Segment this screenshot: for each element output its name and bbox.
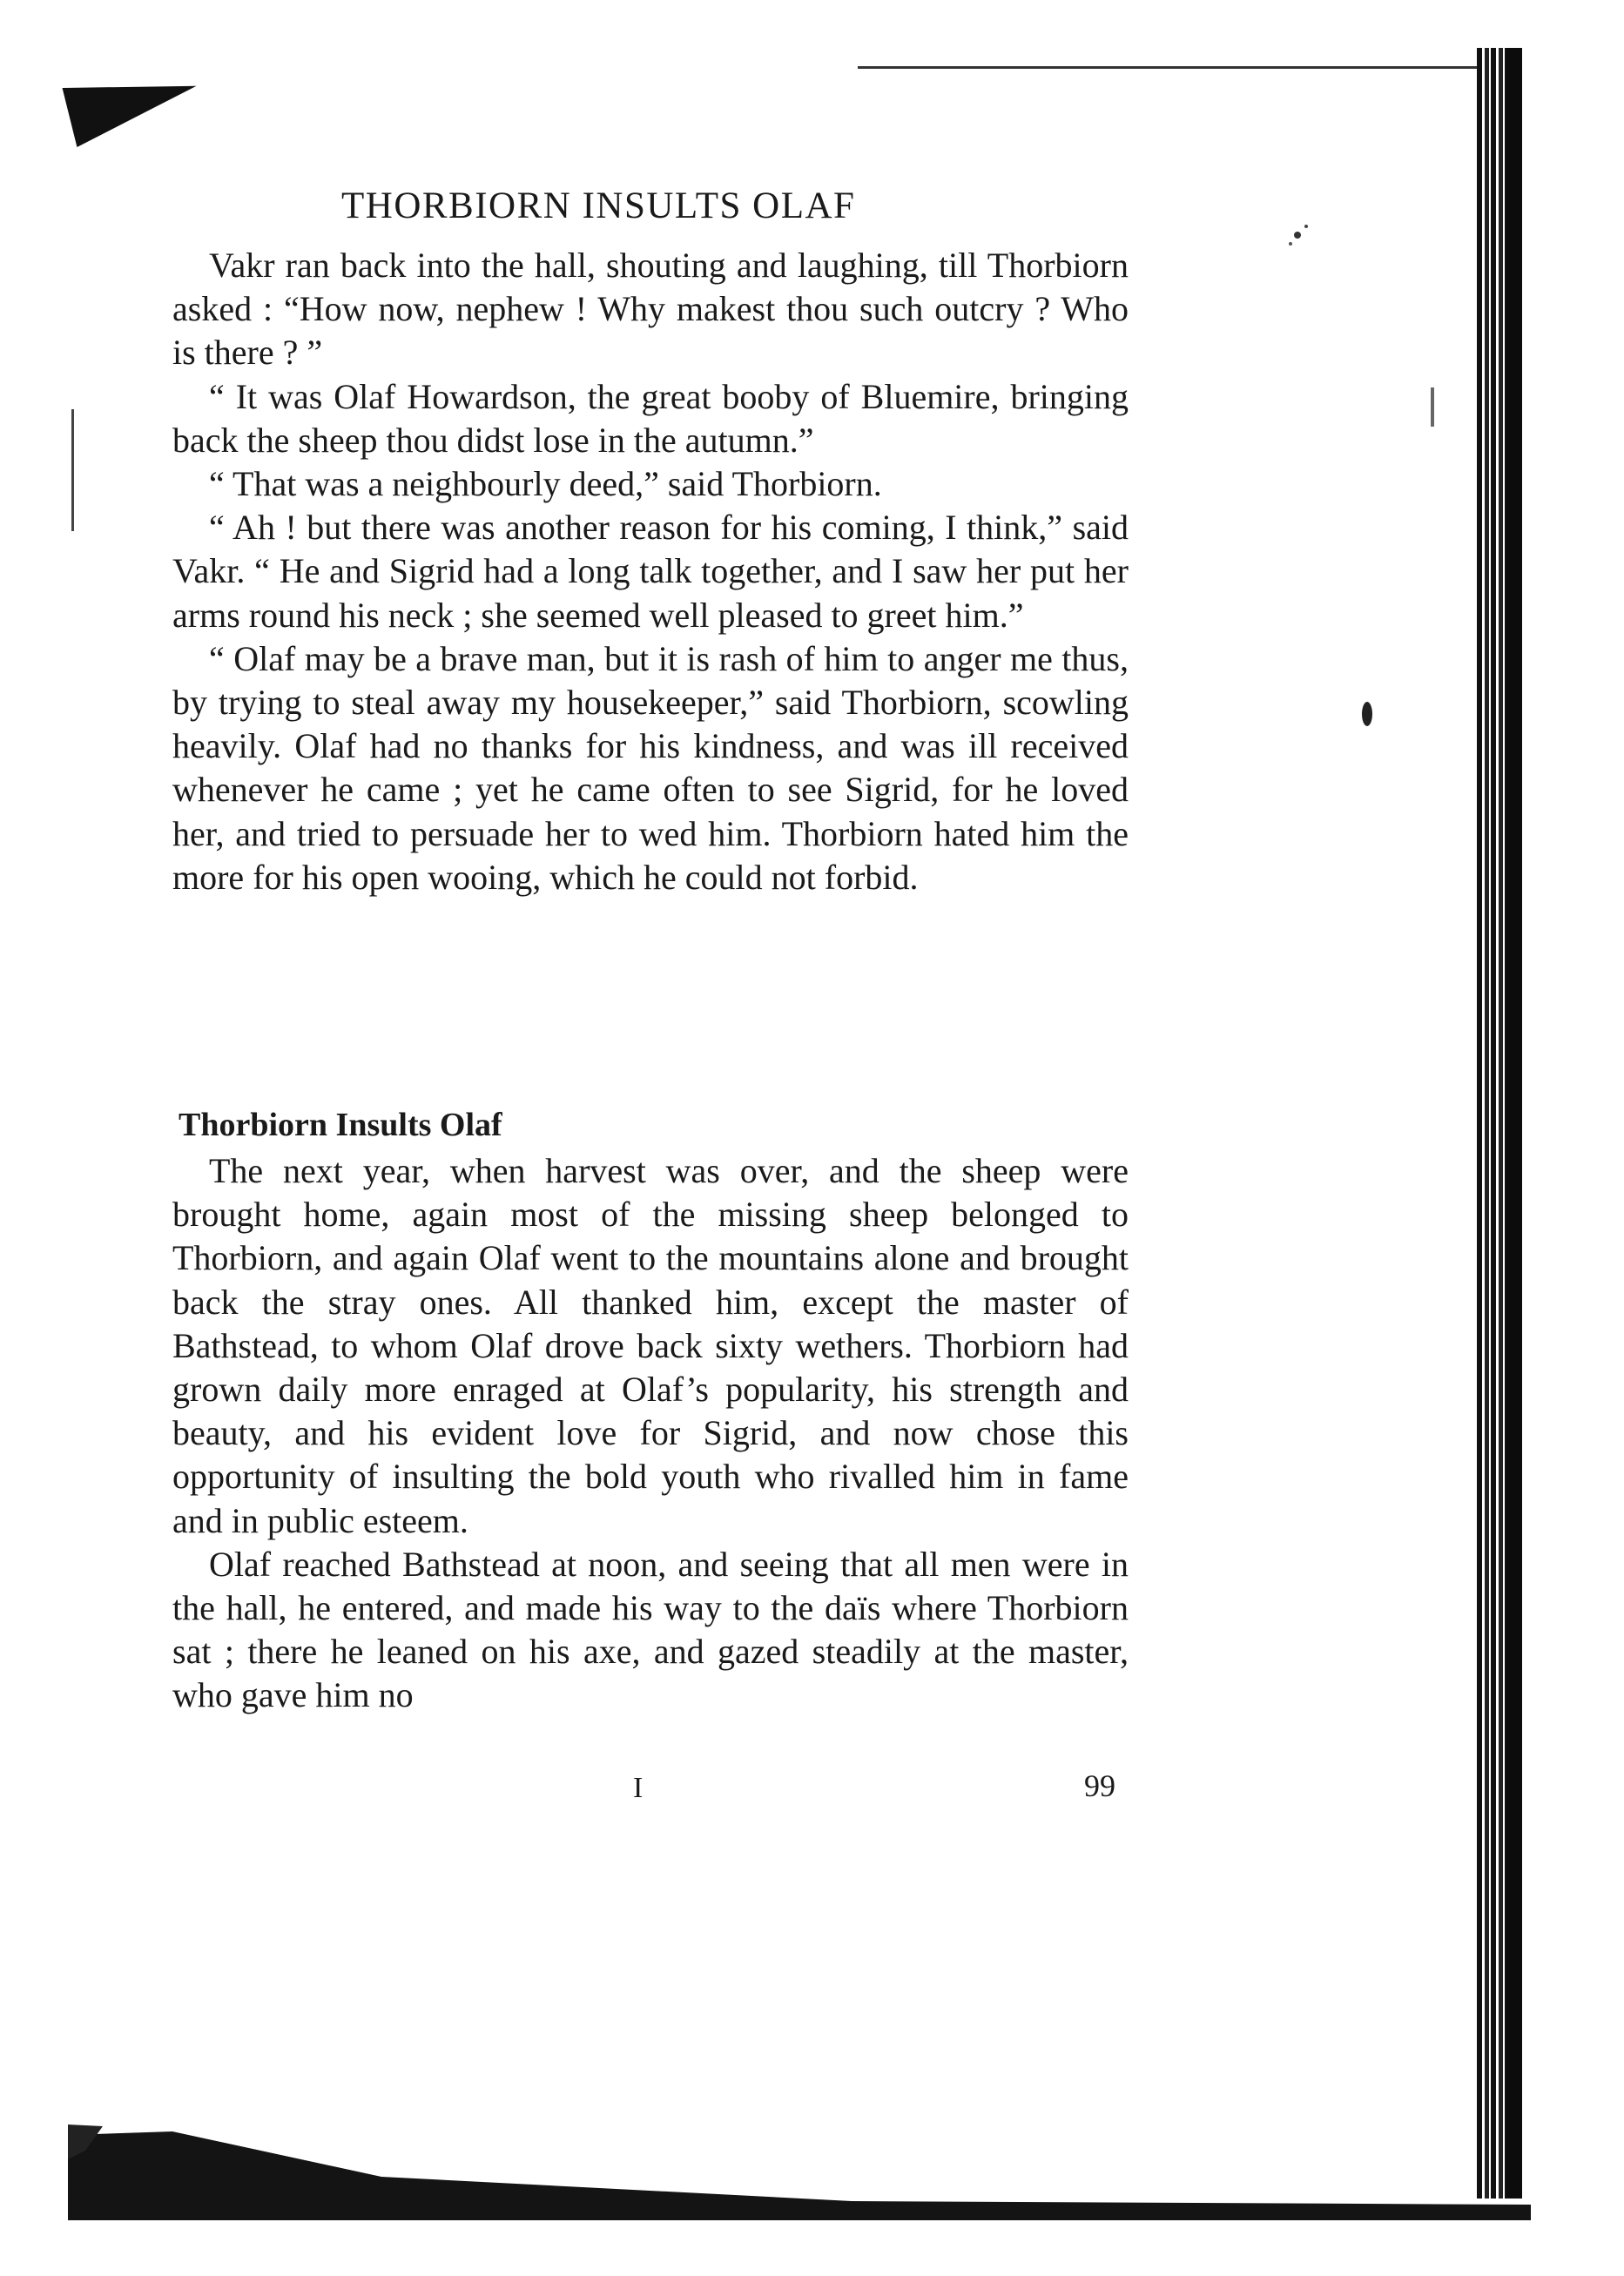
scan-speck — [1271, 200, 1341, 270]
page-number: 99 — [1084, 1768, 1115, 1803]
paragraph: The next year, when harvest was over, and the sheep were brought home, again most of the missing sheep belonged to Thorbiorn, and again Olaf went to the mountains alone and brought back the stray ones. All thanked him, except the master of Bathstead, to whom Olaf drove back sixty wethers. Thorbiorn had grown daily more enraged at Olaf’s popularity, his strength and beauty, and his evident love for Sigrid, and now chose this opportunity of insulting the bold youth who rivalled him in fame and in public esteem. — [172, 1151, 1129, 1540]
paragraph: “ Ah ! but there was another reason for his coming, I think,” said Vakr. “ He and Sigrid had a long talk together, and I saw her put her arms round his neck ; she seemed well pleased to greet him.” — [172, 508, 1129, 635]
paragraph: “ Olaf may be a brave man, but it is rash of him to anger me thus, by trying to steal away my housekeeper,” said Thorbiorn, scowling heavily. Olaf had no thanks for his kindness, and was ill received whenever he came ; yet he came often to see Sigrid, for he loved her, and tried to persuade her to wed him. Thorbiorn hated him the more for his open wooing, which he could not forbid. — [172, 638, 1129, 897]
paragraph: “ That was a neighbourly deed,” said Thorbiorn. — [209, 464, 882, 504]
paragraph: Olaf reached Bathstead at noon, and seeing that all men were in the hall, he entered, and made his way to the daïs where Thorbiorn sat ; there he leaned on his axe, and gazed steadily at the master, who gave him no — [172, 1544, 1129, 1715]
paragraph: “ It was Olaf Howardson, the great booby of Bluemire, bringing back the sheep thou didst lose in the autumn.” — [172, 376, 1129, 460]
scan-bottom-shadow — [68, 2124, 1531, 2220]
scan-speck — [1424, 383, 1441, 435]
paragraph: Vakr ran back into the hall, shouting and laughing, till Thorbiorn asked : “How now, nephew ! Why makest thou such outcry ? Who is there ? ” — [172, 246, 1129, 373]
body-text-bottom — [172, 1149, 1129, 1718]
signature-mark: I — [633, 1772, 644, 1804]
scan-corner-fold — [63, 57, 204, 147]
body-text-top — [172, 244, 1129, 899]
section-heading: Thorbiorn Insults Olaf — [179, 1107, 502, 1143]
scan-edge-rule — [858, 66, 1485, 69]
scan-speck — [1341, 679, 1393, 749]
scan-margin-mark — [71, 409, 74, 531]
running-header: THORBIORN INSULTS OLAF — [341, 185, 856, 226]
scan-page-edge-shadow — [1506, 48, 1522, 2199]
